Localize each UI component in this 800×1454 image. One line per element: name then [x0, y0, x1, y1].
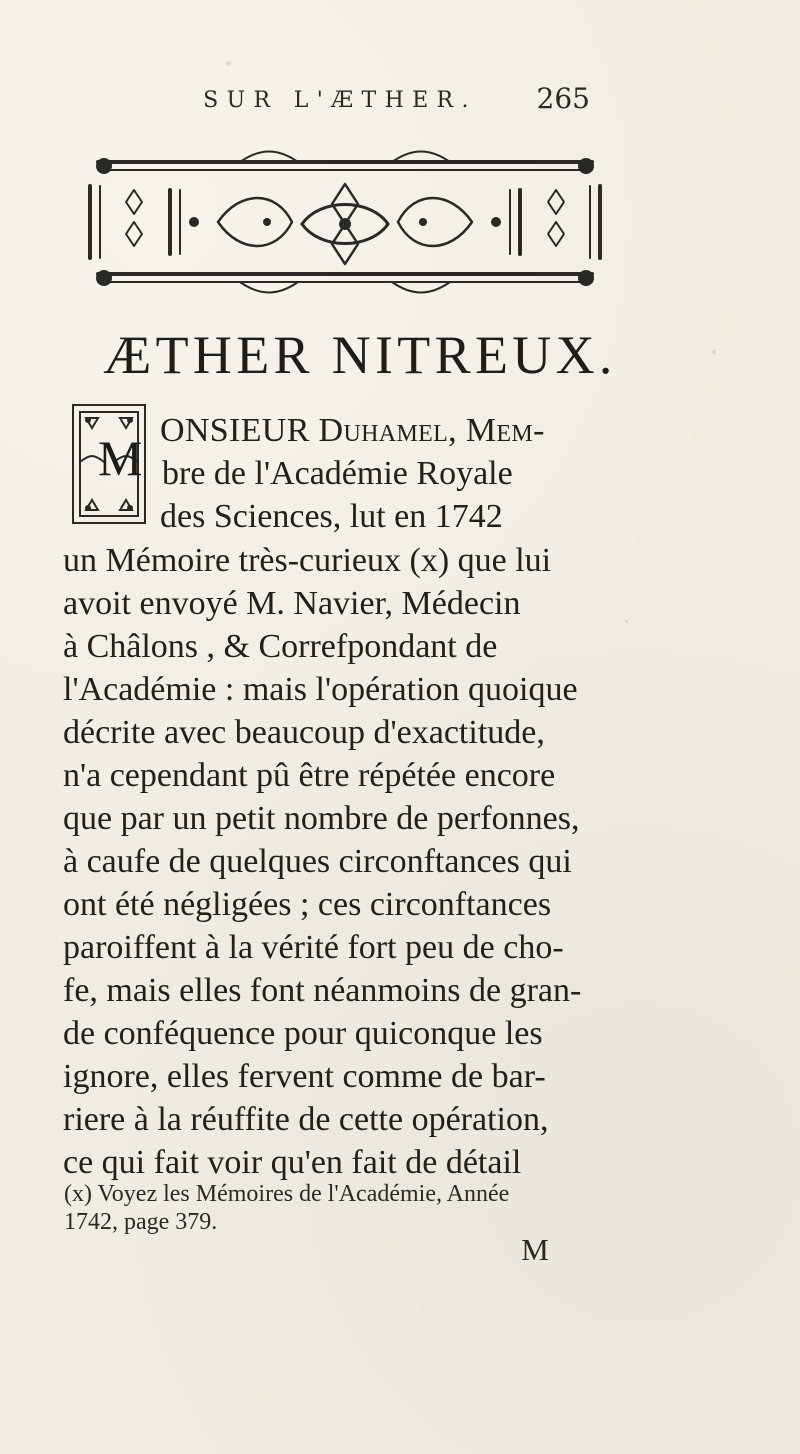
header-ornament-icon — [72, 132, 618, 312]
body-line: ignore, elles fervent comme de bar- — [63, 1058, 546, 1095]
dropcap-letter: M — [98, 430, 143, 486]
opening-paragraph-lines — [160, 409, 590, 538]
body-line: un Mémoire très-curieux (x) que lui — [63, 542, 552, 579]
body-line: n'a cependant pû être répétée encore — [63, 757, 556, 794]
catchword: M — [521, 1232, 549, 1267]
main-paragraph — [63, 539, 603, 1184]
footnote-line: (x) Voyez les Mémoires de l'Académie, Année — [64, 1181, 510, 1207]
body-line: décrite avec beaucoup d'exactitude, — [63, 714, 545, 751]
body-line: à caufe de quelques circonftances qui — [63, 843, 572, 880]
page-number: 265 — [536, 82, 590, 115]
opening-line: ONSIEUR Duhamel, Mem- — [160, 412, 545, 449]
body-line: fe, mais elles font néanmoins de gran- — [63, 972, 582, 1009]
opening-line: des Sciences, lut en 1742 — [160, 498, 503, 535]
footnote-line: 1742, page 379. — [64, 1209, 218, 1235]
body-line: riere à la réuffite de cette opération, — [63, 1101, 549, 1138]
paper-spot — [625, 620, 628, 623]
body-line: à Châlons , & Correfpondant de — [63, 628, 498, 665]
footnote — [64, 1180, 604, 1236]
body-line: paroiffent à la vérité fort peu de cho- — [63, 929, 564, 966]
body-line: avoit envoyé M. Navier, Médecin — [63, 585, 521, 622]
paper-spot — [712, 350, 716, 354]
page-title: ÆTHER NITREUX. — [103, 325, 617, 385]
running-head: SUR L'ÆTHER. — [203, 88, 477, 113]
paper-spot — [226, 61, 231, 66]
body-line: ce qui fait voir qu'en fait de détail — [63, 1144, 522, 1181]
body-line: que par un petit nombre de perfonnes, — [63, 800, 580, 837]
body-line: de conféquence pour quiconque les — [63, 1015, 543, 1052]
body-line: ont été négligées ; ces circonftances — [63, 886, 552, 923]
body-line: l'Académie : mais l'opération quoique — [63, 671, 578, 708]
opening-line: bre de l'Académie Royale — [162, 455, 513, 492]
